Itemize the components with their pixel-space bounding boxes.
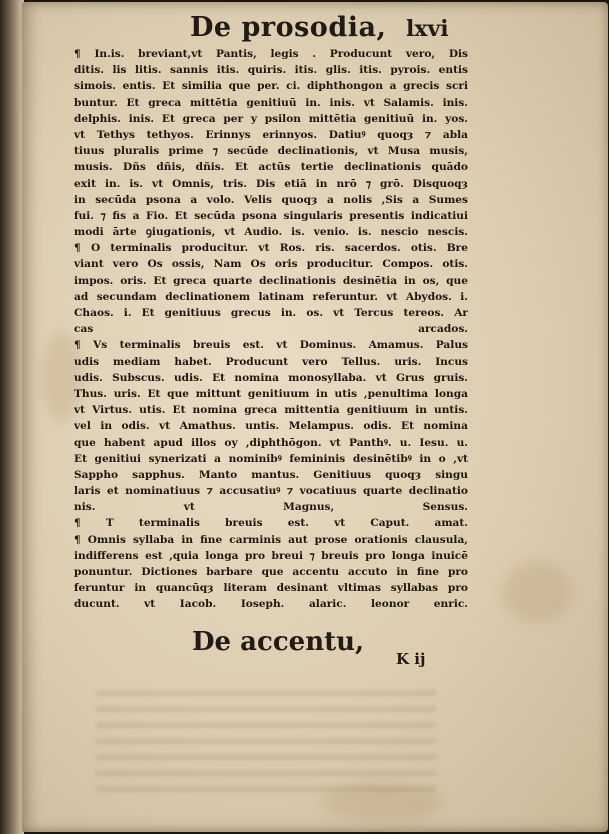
- folio-number: lxvi: [406, 16, 449, 42]
- text-line: exit in. is. vt Omnis, tris. Dis etiā in nrō ⁊ grō. Disquoqȝ: [74, 177, 468, 190]
- text-line: cas arcados.: [74, 323, 468, 336]
- text-line: ad secundam declinationem latinam referuntur. vt Abydos. i.: [74, 290, 468, 303]
- text-line: feruntur in quancūqȝ literam desinant vltimas syllabas pro: [74, 582, 468, 595]
- text-line: musis. Dñs dñis, dñis. Et actūs tertie declinationis quādo: [74, 161, 468, 174]
- section-heading: De accentu,: [192, 627, 365, 657]
- page-header: [190, 12, 460, 46]
- text-line: delphis. inis. Et greca per y psilon mittētia genitiuū in. yos.: [74, 112, 468, 125]
- text-line: vel in odis. vt Amathus. untis. Melampus. odis. Et nomina: [74, 420, 468, 433]
- text-line: fui. ⁊ fis a Fio. Et secūda psona singularis presentis indicatiui: [74, 209, 468, 222]
- text-line: ¶ In.is. breviant,vt Pantis, legis . Producunt vero, Dis: [74, 48, 468, 60]
- text-line: que habent apud illos oy ,diphthōgon. vt Panthꝰ. u. Iesu. u.: [74, 436, 468, 449]
- text-line: buntur. Et greca mittētia genitiuū in. inis. vt Salamis. inis.: [74, 96, 468, 109]
- text-line: laris et nominatiuus ⁊ accusatiuꝰ ⁊ vocatiuus quarte declinatio: [74, 485, 468, 498]
- bleed-through-text: [96, 690, 436, 800]
- text-line: ¶ O terminalis producitur. vt Ros. ris. sacerdos. otis. Bre: [74, 242, 468, 255]
- text-line: Sappho sapphus. Manto mantus. Genitiuus quoqȝ singu: [74, 468, 468, 481]
- text-line: udis mediam habet. Producunt vero Tellus. uris. Incus: [74, 355, 468, 368]
- body-text-block: [74, 46, 468, 613]
- text-line: nis. vt Magnus, Sensus.: [74, 501, 468, 514]
- text-line: in secūda psona a volo. Velis quoqȝ a nolis ,Sis a Sumes: [74, 193, 468, 206]
- text-line: ¶ Omnis syllaba in fine carminis aut prose orationis clausula,: [74, 533, 468, 546]
- text-line: ditis. lis litis. sannis itis. quiris. itis. glis. itis. pyrois. entis: [74, 64, 468, 77]
- text-line: ¶ T terminalis breuis est. vt Caput. amat.: [74, 517, 468, 530]
- text-line: ¶ Vs terminalis breuis est. vt Dominus. Amamus. Palus: [74, 339, 468, 352]
- book-gutter: [0, 0, 24, 834]
- text-line: ponuntur. Dictiones barbare que accentu accuto in fine pro: [74, 566, 468, 578]
- text-line: tiuus pluralis prime ⁊ secūde declinationis, vt Musa musis,: [74, 145, 468, 158]
- text-line: viant vero Os ossis, Nam Os oris producitur. Compos. otis.: [74, 258, 468, 271]
- text-line: Et genitiui synerizati a nominibꝰ femininis desinētibꝰ in o ,vt: [74, 452, 468, 465]
- text-line: Thus. uris. Et que mittunt genitiuum in utis ,penultima longa: [74, 387, 468, 400]
- signature-mark: K ij: [396, 650, 426, 668]
- running-title: De prosodia,: [190, 12, 387, 43]
- text-line: ducunt. vt Iacob. Ioseph. alaric. leonor enric.: [74, 598, 468, 611]
- text-line: modi ārte ꝯiugationis, vt Audio. is. venio. is. nescio nescis.: [74, 226, 468, 239]
- text-line: impos. oris. Et greca quarte declinationis desinētia in os, que: [74, 274, 468, 287]
- paper-stain: [502, 562, 572, 622]
- text-line: vt Tethys tethyos. Erinnys erinnyos. Datiuꝰ quoqȝ ⁊ abla: [74, 128, 468, 141]
- text-line: udis. Subscus. udis. Et nomina monosyllaba. vt Grus gruis.: [74, 371, 468, 384]
- text-line: indifferens est ,quia longa pro breui ⁊ breuis pro longa inuicē: [74, 549, 468, 562]
- text-line: simois. entis. Et similia que per. ci. diphthongon a grecis scri: [74, 80, 468, 93]
- text-line: Chaos. i. Et genitiuus grecus in. os. vt Tercus tereos. Ar: [74, 307, 468, 319]
- text-line: vt Virtus. utis. Et nomina greca mittentia genitiuum in untis.: [74, 404, 468, 417]
